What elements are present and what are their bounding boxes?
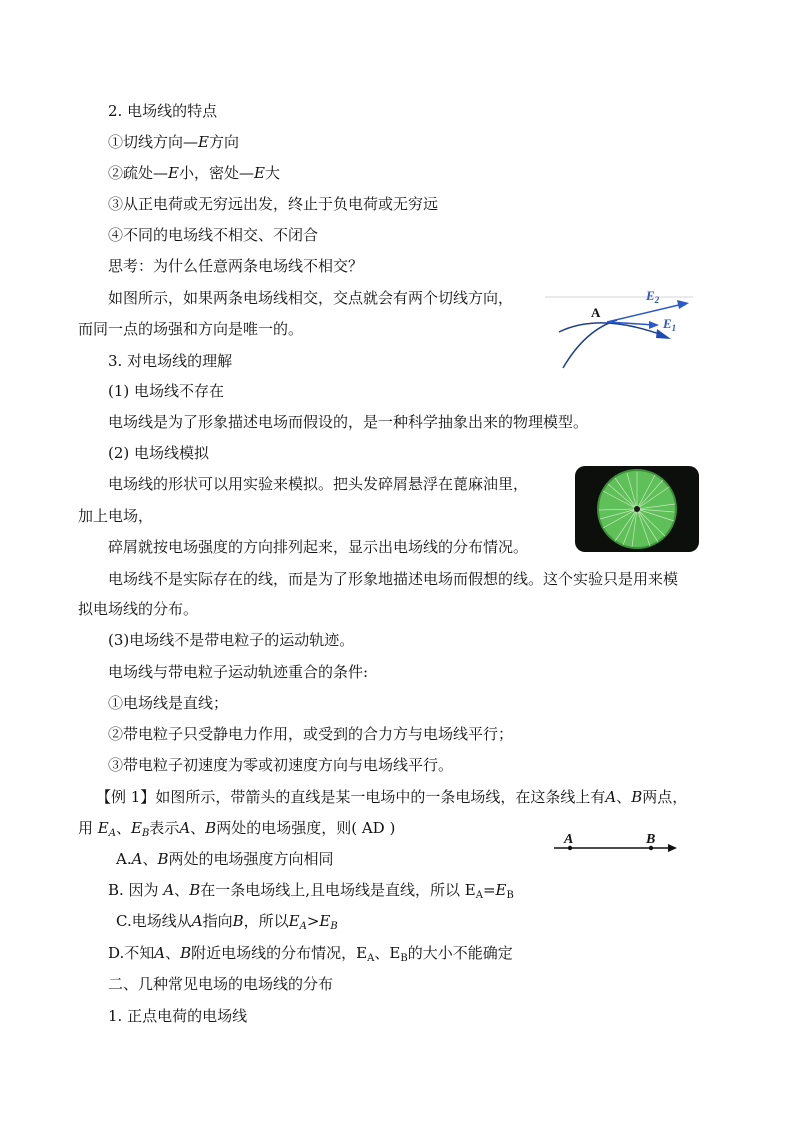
heading-positive-charge: 1. 正点电荷的电场线 <box>108 1007 248 1025</box>
subheading-simulation: (2) 电场线模拟 <box>108 444 210 462</box>
paragraph-intersection-cont: 而同一点的场强和方向是唯一的。 <box>78 320 304 338</box>
hair-debris-field-photo <box>575 466 699 552</box>
think-question: 思考：为什么任意两条电场线不相交？ <box>108 257 364 275</box>
paragraph-imaginary-1: 电场线不是实际存在的线，而是为了形象地描述电场而假想的线。这个实验只是用来模 <box>108 570 679 588</box>
straight-field-line-figure <box>550 828 680 856</box>
label-a: A <box>564 832 574 847</box>
feature-2: ②疏处—E小，密处—E大 <box>108 164 280 182</box>
hair-debris-dish <box>575 466 699 552</box>
example-1-question-cont: 用 $E_A$、$E_B$表示A、B两处的电场强度，则( AD ) <box>78 819 396 839</box>
field-line-arrowhead <box>668 844 677 852</box>
paragraph-simulation-2: 加上电场， <box>78 507 154 525</box>
example-1-question: 【例 1】如图所示，带箭头的直线是某一电场中的一条电场线，在这条线上有A、B两点， <box>96 788 688 806</box>
heading-understanding: 3. 对电场线的理解 <box>108 352 233 370</box>
tangent-e2-arrowhead <box>677 300 689 309</box>
paragraph-conditions: 电场线与带电粒子运动轨迹重合的条件: <box>108 663 369 681</box>
heading-field-line-features: 2. 电场线的特点 <box>108 102 218 120</box>
condition-2: ②带电粒子只受静电力作用，或受到的合力方与电场线平行； <box>108 725 514 743</box>
subheading-not-exist: (1) 电场线不存在 <box>108 382 225 400</box>
condition-3: ③带电粒子初速度为零或初速度方向与电场线平行。 <box>108 756 454 774</box>
paragraph-simulation-1: 电场线的形状可以用实验来模拟。把头发碎屑悬浮在蓖麻油里， <box>108 475 529 493</box>
option-d: D.不知A、B附近电场线的分布情况，$E_A$、$E_B$的大小不能确定 <box>108 944 513 964</box>
intersecting-field-lines-figure <box>545 284 695 372</box>
point-a-label: A <box>591 305 601 320</box>
condition-1: ①电场线是直线； <box>108 694 229 712</box>
feature-3: ③从正电荷或无穷远出发，终止于负电荷或无穷远 <box>108 195 439 213</box>
tangent-e1-arrowhead <box>649 321 659 329</box>
option-c: C.电场线从A指向B，所以$E_A>E_B$ <box>116 912 338 932</box>
paragraph-imaginary-2: 拟电场线的分布。 <box>78 600 199 618</box>
option-b: B. 因为 A、B在一条电场线上,且电场线是直线，所以 $E_A=E_B$ <box>108 881 514 901</box>
subheading-not-trajectory: (3)电场线不是带电粒子的运动轨迹。 <box>108 631 355 649</box>
feature-1: ①切线方向—E方向 <box>108 133 239 151</box>
center-electrode <box>634 506 640 512</box>
section-heading-common-fields: 二、几种常见电场的电场线的分布 <box>108 975 334 993</box>
paragraph-simulation-3: 碎屑就按电场强度的方向排列起来，显示出电场线的分布情况。 <box>108 538 529 556</box>
e2-label: $E_2$ <box>646 288 660 305</box>
feature-4: ④不同的电场线不相交、不闭合 <box>108 226 319 244</box>
paragraph-intersection: 如图所示，如果两条电场线相交，交点就会有两个切线方向， <box>108 289 514 307</box>
label-b: B <box>646 832 656 847</box>
option-a: A.A、B两处的电场强度方向相同 <box>116 850 334 868</box>
e1-label: $E_1$ <box>663 316 677 333</box>
paragraph-not-exist: 电场线是为了形象描述电场而假设的，是一种科学抽象出来的物理模型。 <box>108 413 589 431</box>
